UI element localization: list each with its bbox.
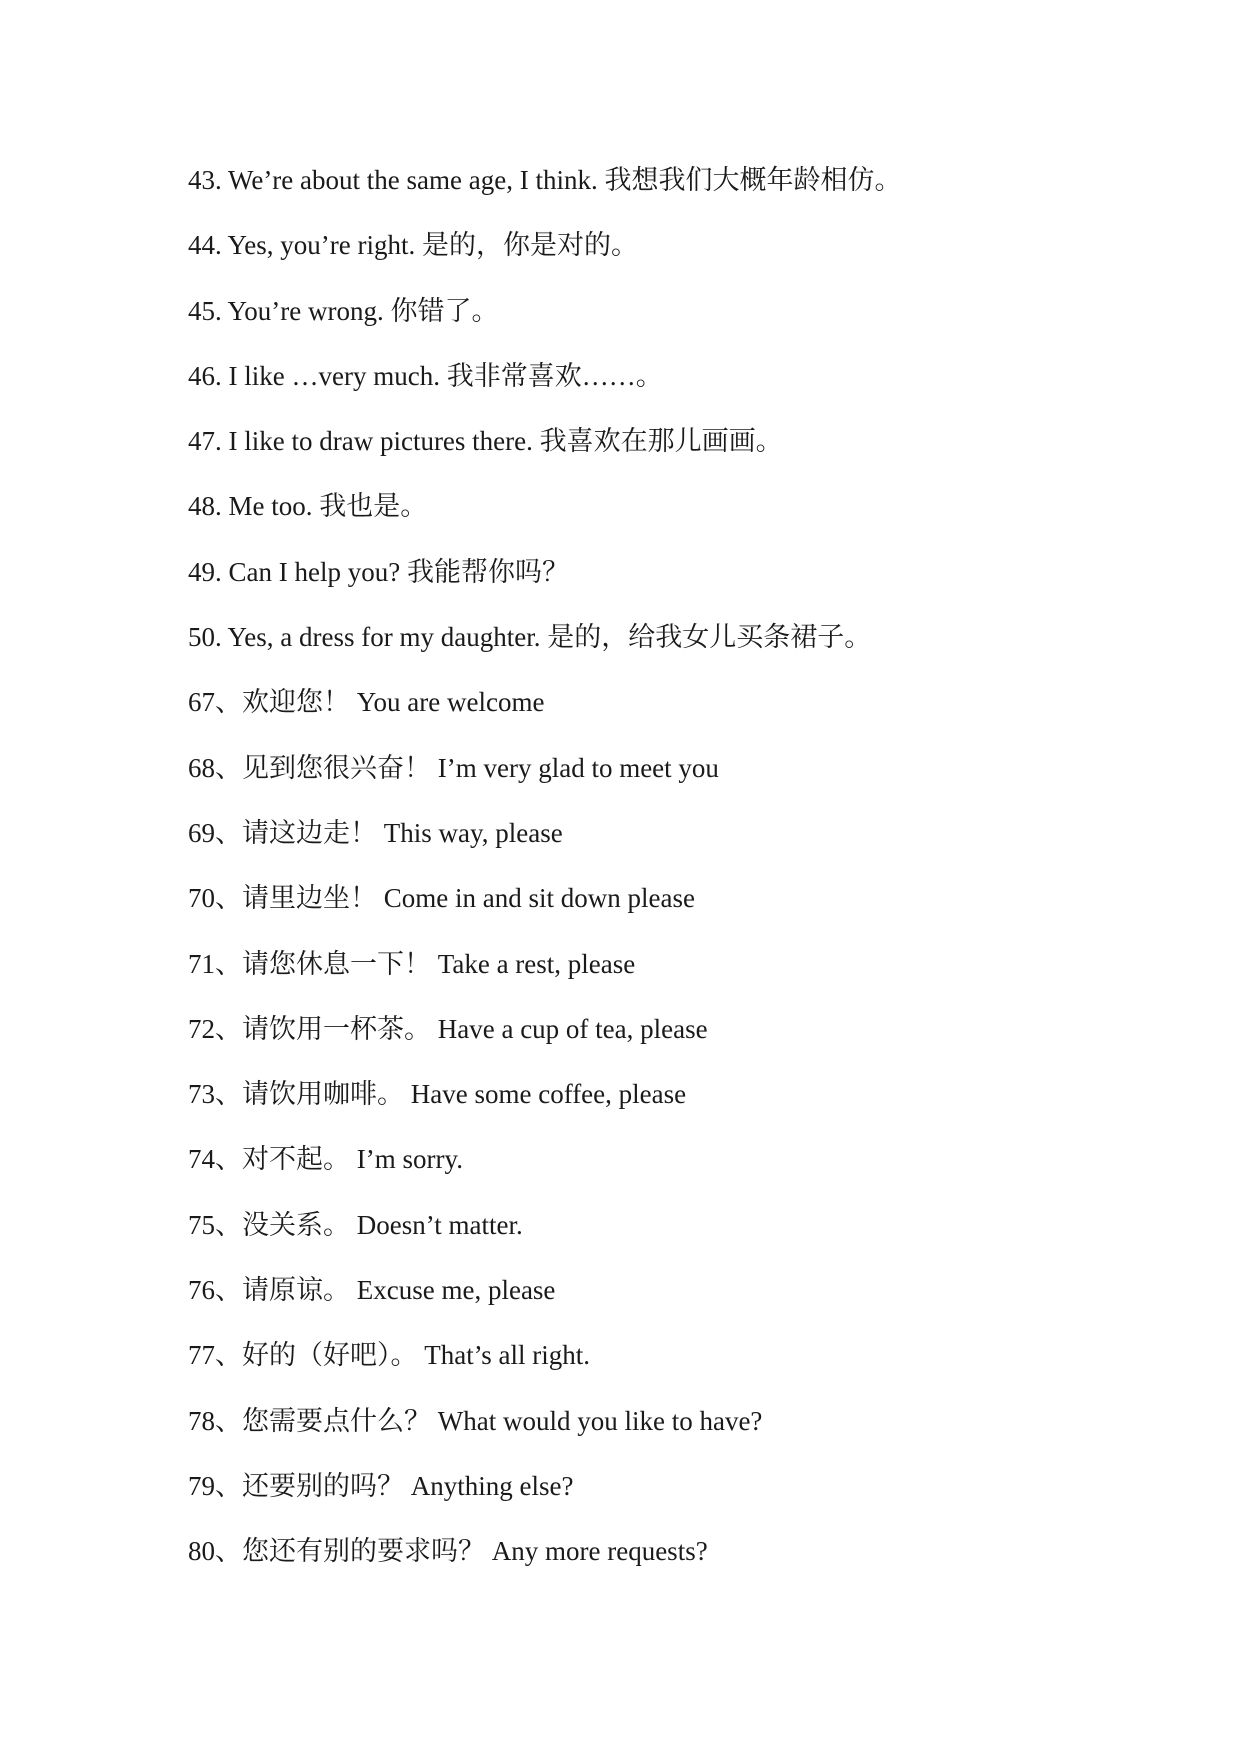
phrase-line [188, 160, 1188, 225]
phrase-line [188, 1531, 1188, 1596]
phrase-text: 78、您需要点什么？ What would you like to have? [188, 1405, 763, 1436]
phrase-text: 46. I like …very much. 我非常喜欢……。 [188, 360, 663, 391]
phrase-line [188, 813, 1188, 878]
phrase-text: 70、请里边坐！ Come in and sit down please [188, 883, 695, 914]
phrase-text: 75、没关系。 Doesn’t matter. [188, 1209, 523, 1240]
phrase-line [188, 421, 1188, 486]
phrase-line [188, 1139, 1188, 1204]
phrase-text: 47. I like to draw pictures there. 我喜欢在那儿画画。 [188, 426, 783, 457]
phrase-line [188, 1205, 1188, 1270]
phrase-text: 50. Yes, a dress for my daughter. 是的，给我女儿买条裙子。 [188, 622, 872, 653]
phrase-text: 77、好的（好吧）。 That’s all right. [188, 1340, 590, 1371]
phrase-line [188, 291, 1188, 356]
phrase-text: 74、对不起。 I’m sorry. [188, 1144, 463, 1175]
phrase-line [188, 356, 1188, 421]
phrase-line [188, 1009, 1188, 1074]
phrase-text: 48. Me too. 我也是。 [188, 491, 428, 522]
phrase-line [188, 486, 1188, 551]
phrase-line [188, 1074, 1188, 1139]
phrase-text: 80、您还有别的要求吗？ Any more requests? [188, 1536, 708, 1567]
phrase-text: 76、请原谅。 Excuse me, please [188, 1275, 556, 1306]
phrase-text: 71、请您休息一下！ Take a rest, please [188, 948, 636, 979]
phrase-line [188, 617, 1188, 682]
phrase-text: 43. We’re about the same age, I think. 我想我们大概年龄相仿。 [188, 165, 902, 195]
phrase-text: 73、请饮用咖啡。 Have some coffee, please [188, 1079, 687, 1110]
phrase-line [188, 748, 1188, 813]
phrase-text: 72、请饮用一杯茶。 Have a cup of tea, please [188, 1013, 708, 1044]
phrase-text: 67、欢迎您！ You are welcome [188, 687, 545, 718]
phrase-text: 79、还要别的吗？ Anything else? [188, 1470, 574, 1501]
phrase-line [188, 225, 1188, 290]
phrase-text: 68、见到您很兴奋！ I’m very glad to meet you [188, 752, 719, 783]
phrase-line [188, 1270, 1188, 1335]
phrase-line [188, 1401, 1188, 1466]
phrase-line [188, 1466, 1188, 1531]
phrase-text: 49. Can I help you? 我能帮你吗？ [188, 556, 569, 587]
phrase-line [188, 552, 1188, 617]
phrase-line [188, 1335, 1188, 1400]
phrase-list [188, 160, 1188, 1597]
phrase-line [188, 878, 1188, 943]
phrase-text: 69、请这边走！ This way, please [188, 817, 563, 848]
phrase-line [188, 682, 1188, 747]
phrase-text: 45. You’re wrong. 你错了。 [188, 295, 499, 326]
phrase-text: 44. Yes, you’re right. 是的，你是对的。 [188, 230, 638, 261]
phrase-line [188, 944, 1188, 1009]
